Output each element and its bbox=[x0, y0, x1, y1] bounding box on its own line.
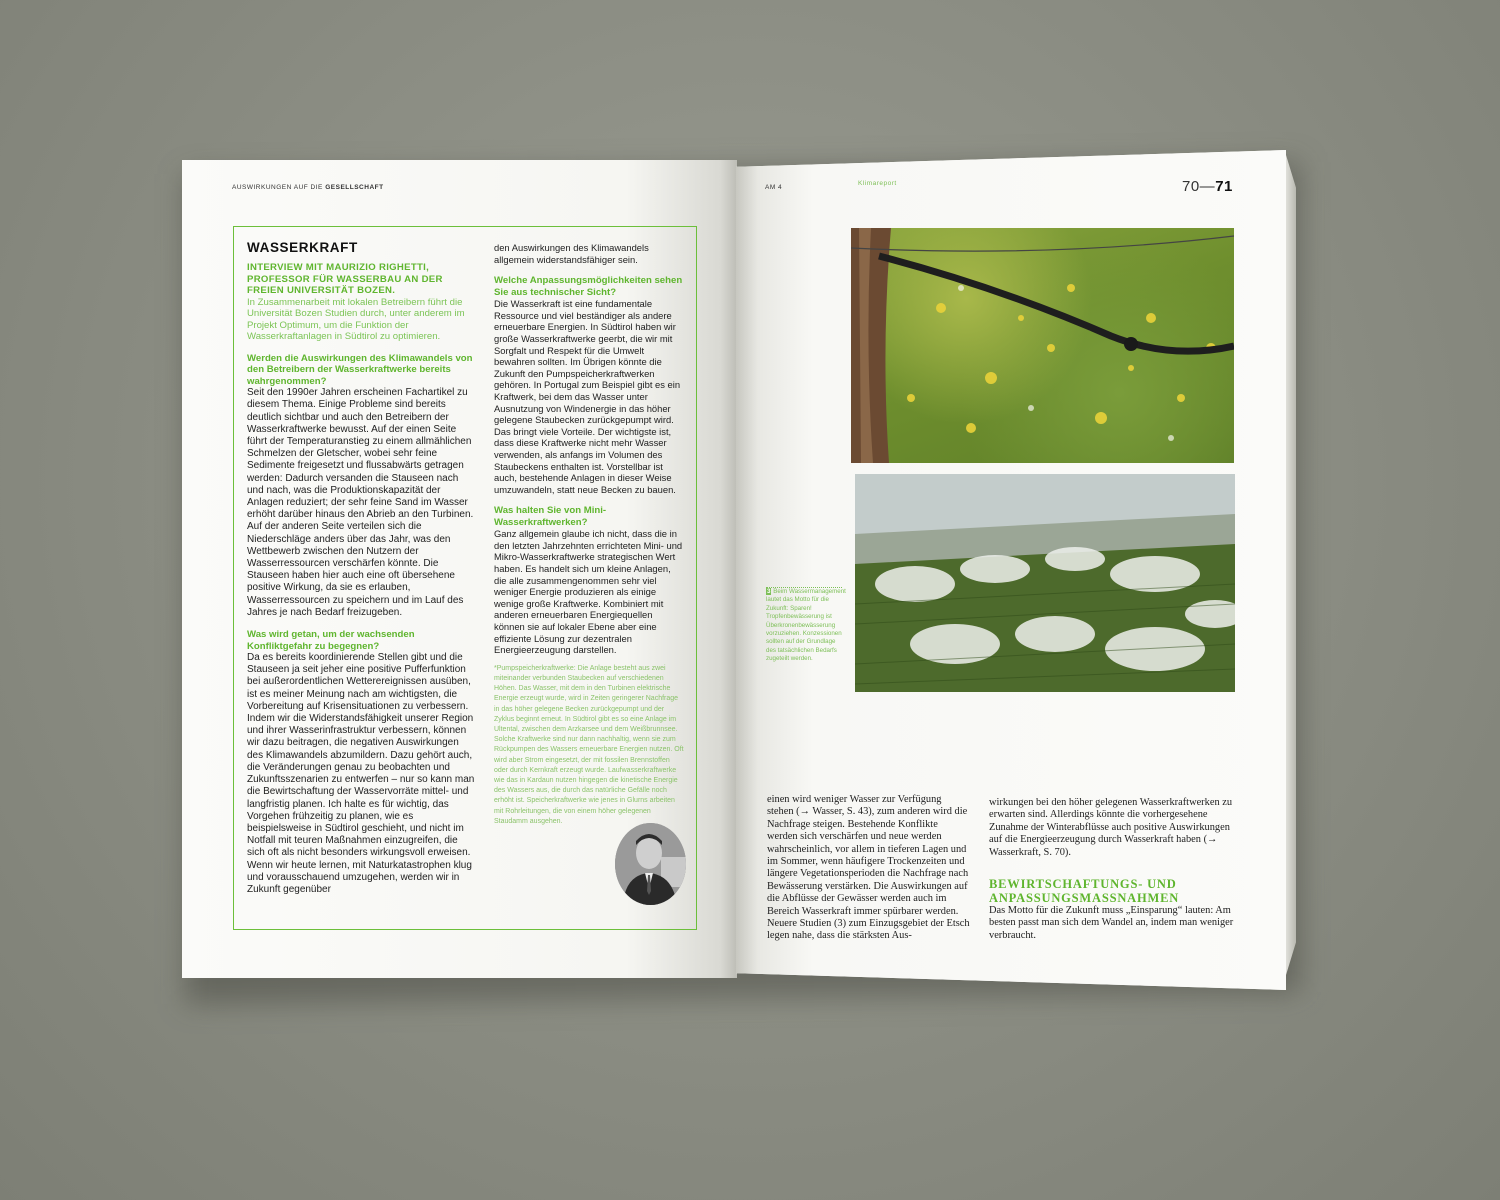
answer-2: Da es bereits koordinierende Stellen gibt und die Stauseen ja seit jeher eine positive Pufferfunktion bei außerordentlichen Wetterereignissen ausüben, ist es meiner Meinung nach am wichtigsten, die Vorbereitung auf Krisensituationen zu verbessern. Indem wir die Widerstandsfähigkeit unserer Region und ihrer Wasserinfrastruktur verbessern, können wir dazu beitragen, die negativen Auswirkungen des Klimawandels abzumildern. Dazu gehört auch, die Veränderungen genau zu beobachten und Zukunftsszenarien zu entwerfen – nur so kann man die Bewirtschaftung der Wasservorräte mittel- und langfristig planen. Ich halte es für wichtig, das Vorgehen frühzeitig zu planen, wie es beispielsweise in Südtirol geschieht, und nicht im Notfall mit teuren Maßnahmen einzugreifen, die sich oft als nicht besonders wirkungsvoll erweisen. Wenn wir heute lernen, mit Naturkatastrophen klug und vorausschauend umzugehen, werden wir in Zukunft gegenüber bbox=[247, 652, 475, 895]
caption-marker: 3 bbox=[767, 588, 771, 595]
running-head-right: AM 4 bbox=[765, 184, 783, 191]
footnote: *Pumpspeicherkraftwerke: Die Anlage besteht aus zwei miteinander verbunden Staubecken auf verschiedenen Höhen. Das Wasser, mit dem in den Turbinen elektrische Energie erzeugt wurde, wird in Zeiten geringerer Nachfrage in das höher gelegene Becken zurückgepumpt und der Zyklus beginnt erneut. In Südtirol gibt es so eine Anlage im Ultental, zwischen dem Arzkarsee und dem Weißbrunnsee. Solche Kraftwerke sind nur dann nachhaltig, wenn sie zum Rückpumpen des Wassers erneuerbare Energien nutzen. Oft wird aber Strom eingesetzt, der mit fossilen Brennstoffen oder durch Kernkraft erzeugt wurde. Laufwasserkraftwerke wie das in Kardaun nutzen hingegen die kinetische Energie des Wassers aus, die durch das natürliche Gefälle noch erhöht ist. Speicherkraftwerke wie jenes in Glurns arbeiten mit Rohrleitungen, die von einem höher gelegenen Staudamm ausgehen. bbox=[494, 664, 684, 825]
caption-text: Beim Wassermanagement lautet das Motto für die Zukunft: Sparen! Tropfenbewässerung ist Überkronenbewässerung vorzuziehen. Konzessionen sollten auf der Grundlage des tatsächlichen Bedarfs zugeteilt werden. bbox=[766, 588, 846, 663]
running-head-center: Klimareport bbox=[858, 180, 897, 187]
answer-4: Ganz allgemein glaube ich nicht, dass die in den letzten Jahrzehnten errichteten Mini- und Mikro-Wasserkraftwerke strategischen Wert haben. Es handelt sich um kleine Anlagen, die alle zusammengenommen sehr viel weniger Energie produzieren als einige wenige große Kraftwerke. Kombiniert mit anderen erneuerbaren Energiequellen können sie auf lokaler Ebene aber eine effiziente Lösung zur dezentralen Energieerzeugung darstellen. bbox=[494, 528, 683, 656]
running-head-left: AUSWIRKUNGEN AUF DIE GESELLSCHAFT bbox=[232, 184, 384, 191]
section-text: Das Motto für die Zukunft muss „Einsparung“ lauten: Am besten passt man sich dem Wandel an, indem man weniger verbraucht. bbox=[989, 905, 1234, 941]
drip-irrigation-photo bbox=[851, 228, 1234, 463]
question-3: Welche Anpassungsmöglichkeiten sehen Sie aus technischer Sicht? bbox=[494, 275, 683, 298]
left-column-2 bbox=[494, 242, 684, 827]
page-edge bbox=[1286, 155, 1296, 975]
left-column-1 bbox=[247, 242, 475, 896]
section-heading: BEWIRTSCHAFTUNGS- UND ANPASSUNGSMASSNAHMEN bbox=[989, 877, 1180, 906]
column-2-text: wirkungen bei den höher gelegenen Wasserkraftwerken zu erwarten sind. Allerdings könnte die vorhergesehene Zunahme der Winterabflüsse auch positive Auswirkungen auf die Energieerzeugung durch Wasserkraft haben (→ Wasserkraft, S. 70). bbox=[989, 797, 1233, 858]
intro-caps: INTERVIEW MIT MAURIZIO RIGHETTI, PROFESSOR FÜR WASSERBAU AN DER FREIEN UNIVERSITÄT BOZEN. bbox=[247, 262, 443, 297]
photo-caption bbox=[766, 588, 846, 664]
article-title: WASSERKRAFT bbox=[247, 240, 358, 255]
right-column-1: einen wird weniger Wasser zur Verfügung stehen (→ Wasser, S. 43), zum anderen wird die Nachfrage steigen. Bestehende Konflikte werden sich verschärfen und neue werden wahrscheinlich, vor allem in tieferen Lagen und im Sommer, wenn häufigere Trockenzeiten und längere Vegetationsperioden die Nachfrage nach Bewässerung verstärken. Die Auswirkungen auf die Abflüsse der Gewässer werden auch im Bereich Wasserkraft immer spürbarer werden. Neuere Studien (3) zum Einzugsgebiet der Etsch legen nahe, dass die stärksten Aus- bbox=[767, 794, 970, 942]
portrait-photo bbox=[615, 823, 686, 905]
sprinkler-orchard-photo bbox=[855, 474, 1235, 692]
question-4: Was halten Sie von Mini-Wasserkraftwerken? bbox=[494, 505, 607, 528]
page-number: 70—71 bbox=[1182, 178, 1233, 195]
answer-3: Die Wasserkraft ist eine fundamentale Ressource und viel beständiger als andere erneuerbare Energien. In Südtirol haben wir große Wasserkraftwerke geerbt, die wir mit Sorgfalt und Respekt für die Umwelt bewahren sollten. Im Übrigen könnte die Zukunft den Pumpspeicherkraftwerken gehören. In Portugal zum Beispiel gibt es ein Kraftwerk, bei dem das Wasser unter Ausnutzung von Windenergie in das höher gelegene Staubecken zurückgepumpt wird. Das bringt viele Vorteile. Der wichtigste ist, dass diese Kraftwerke nicht mehr Wasser verwenden, als anfangs im Volumen des Staubeckens enthalten ist. Vorstellbar ist auch, bestehende Anlagen in dieser Weise umzuwandeln, statt neue Becken zu bauen. bbox=[494, 298, 681, 495]
right-column-2 bbox=[989, 797, 1234, 942]
answer-1: Seit den 1990er Jahren erscheinen Fachartikel zu diesem Thema. Einige Probleme sind bereits deutlich sichtbar und auch den Betreibern der Wasserkraftwerke bewusst. Auf der einen Seite führt der Temperaturanstieg zu einem allmählichen Schmelzen der Gletscher, wobei sehr feine Sedimente freigesetzt und flussabwärts getragen werden: Dadurch versanden die Stauseen nach und nach, was die Produktionskapazität der Anlagen reduziert; der sehr feine Sand im Wasser erhöht darüber hinaus den Abrieb an den Turbinen. Auf der anderen Seite verteilen sich die Niederschläge anders über das Jahr, was den Wettbewerb zwischen den Nutzern der Wasserressourcen verschärfen könnte. Die Stauseen haben hier auch eine oft übersehene positive Wirkung, da sie es erlauben, Wasserressourcen zu speichern und im Lauf des Jahres je nach Bedarf freizugeben. bbox=[247, 387, 474, 618]
question-2: Was wird getan, um der wachsenden Konfliktgefahr zu begegnen? bbox=[247, 629, 415, 652]
column-2-start: den Auswirkungen des Klimawandels allgemein widerstandsfähiger sein. bbox=[494, 242, 649, 265]
intro-text: In Zusammenarbeit mit lokalen Betreibern führt die Universität Bozen Studien durch, unter anderem im Projekt Optimum, um die Funktion der Wasserkraftanlagen in Südtirol zu optimieren. bbox=[247, 296, 465, 343]
question-1: Werden die Auswirkungen des Klimawandels von den Betreibern der Wasserkraftwerke bereits wahrgenommen? bbox=[247, 352, 473, 387]
